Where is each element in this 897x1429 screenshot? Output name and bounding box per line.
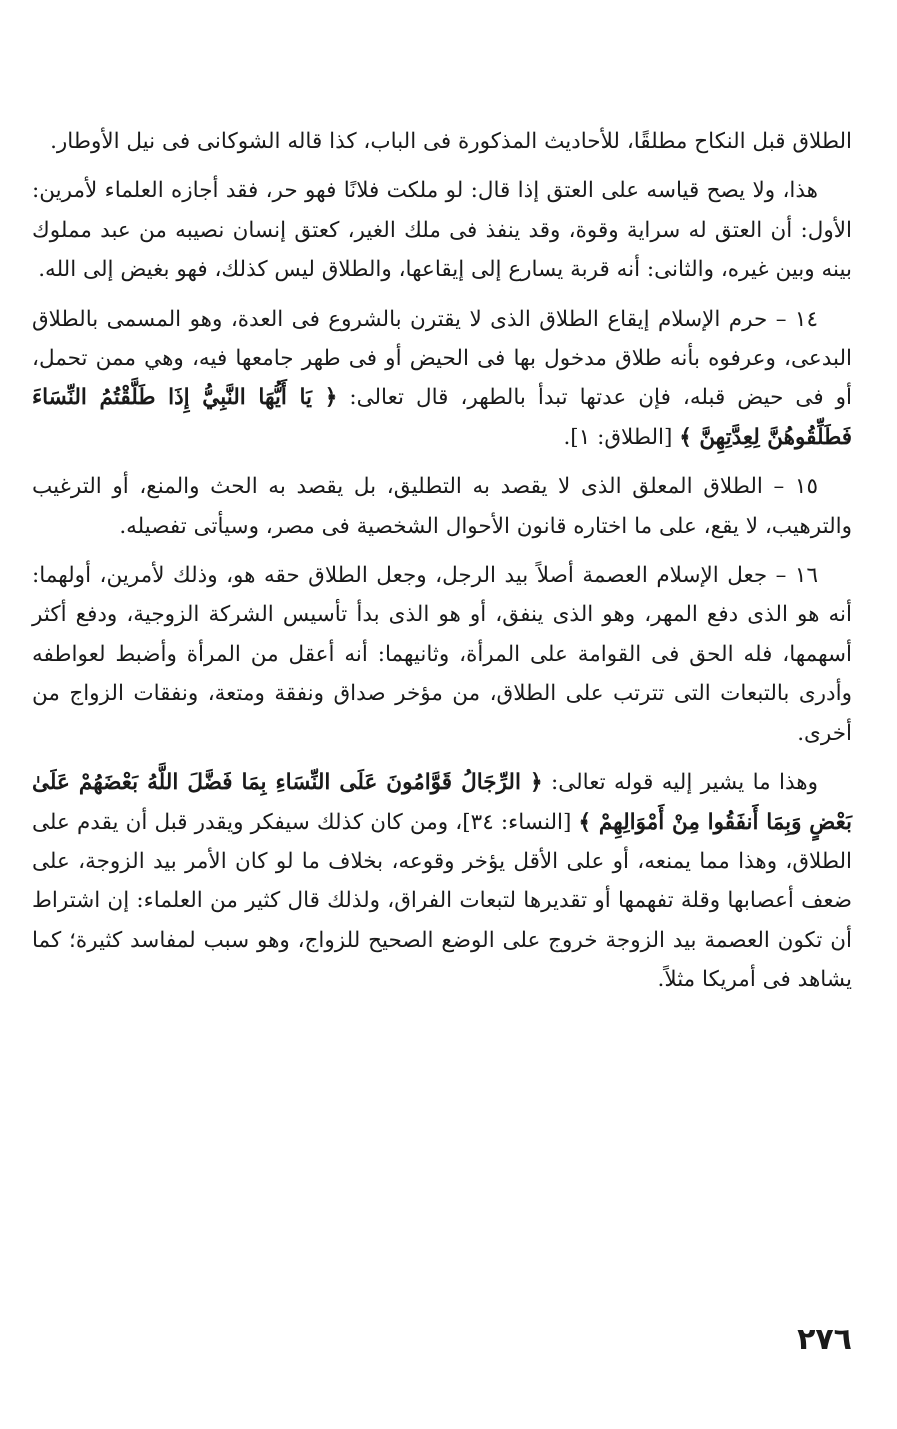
paragraph-3-text-a: ١٤ – حرم الإسلام إيقاع الطلاق الذى لا يقترن بالشروع فى العدة، وهو المسمى بالطلاق البدعى، وعرفوه بأنه طلاق مدخول بها فى الحيض أو فى طهر جامعها فيه، وهي ممن تحمل، أو فى حيض قبله، فإن عدتها تبدأ بالطهر، قال تعالى:: [32, 306, 852, 411]
page-number: ٢٧٦: [797, 1322, 852, 1357]
page-body-text: [32, 122, 852, 1010]
paragraph-3-text-b: [الطلاق: ١].: [563, 424, 680, 450]
paragraph-6: [32, 763, 852, 999]
paragraph-3: [32, 300, 852, 458]
paragraph-6-text-b: [النساء: ٣٤]، ومن كان كذلك سيفكر ويقدر قبل أن يقدم على الطلاق، وهذا مما يمنعه، أو على الأقل يؤخر وقوعه، بخلاف ما لو كان الأمر بيد الزوجة، على ضعف أعصابها وقلة تفهمها أو تقديرها لتبعات الفراق، ولذلك قال كثير من العلماء: إن اشتراط أن تكون العصمة بيد الزوجة خروج على الوضع الصحيح للزواج، وهو سبب لمفاسد كثيرة؛ كما يشاهد فى أمريكا مثلاً.: [32, 809, 852, 993]
paragraph-5-text: ١٦ – جعل الإسلام العصمة أصلاً بيد الرجل، وجعل الطلاق حقه هو، وذلك لأمرين، أولهما: أنه هو الذى دفع المهر، وهو الذى ينفق، أو هو الذى بدأ تأسيس الشركة الزوجية، ودفع أكثر أسهمها، فله الحق فى القوامة على المرأة، وثانيهما: أنه أعقل من المرأة وأضبط لعواطفه وأدرى بالتبعات التى تترتب على الطلاق، من مؤخر صداق ونفقة ومتعة، ونفقات الزواج من أخرى.: [32, 563, 852, 746]
paragraph-4-text: ١٥ – الطلاق المعلق الذى لا يقصد به التطليق، بل يقصد به الحث والمنع، أو الترغيب والترهيب، لا يقع، على ما اختاره قانون الأحوال الشخصية فى مصر، وسيأتى تفصيله.: [32, 474, 852, 539]
paragraph-4: [32, 467, 852, 546]
paragraph-2-text: هذا، ولا يصح قياسه على العتق إذا قال: لو ملكت فلانًا فهو حر، فقد أجازه العلماء لأمرين: الأول: أن العتق له سراية وقوة، وقد ينفذ فى ملك الغير، كعتق إنسان نصيبه من عبد مملوك بينه وبين غيره، والثانى: أنه قربة يسارع إلى إيقاعها، والطلاق ليس كذلك، فهو بغيض إلى الله.: [32, 178, 852, 283]
paragraph-6-text-a: وهذا ما يشير إليه قوله تعالى:: [542, 770, 818, 796]
paragraph-1: [32, 122, 852, 161]
quran-verse-talaq: ﴿ يَا أَيُّهَا النَّبِيُّ إِذَا طَلَّقْتُمُ النِّسَاءَ فَطَلِّقُوهُنَّ لِعِدَّتِهِنَّ ﴾: [32, 385, 852, 450]
quran-verse-nisa: ﴿ الرِّجَالُ قَوَّامُونَ عَلَى النِّسَاءِ بِمَا فَضَّلَ اللَّهُ بَعْضَهُمْ عَلَىٰ بَعْضٍ وَبِمَا أَنفَقُوا مِنْ أَمْوَالِهِمْ ﴾: [32, 770, 853, 835]
paragraph-5: [32, 556, 852, 753]
paragraph-1-text: الطلاق قبل النكاح مطلقًا، للأحاديث المذكورة فى الباب، كذا قاله الشوكانى فى نيل الأوطار.: [50, 129, 852, 154]
paragraph-2: [32, 171, 852, 289]
